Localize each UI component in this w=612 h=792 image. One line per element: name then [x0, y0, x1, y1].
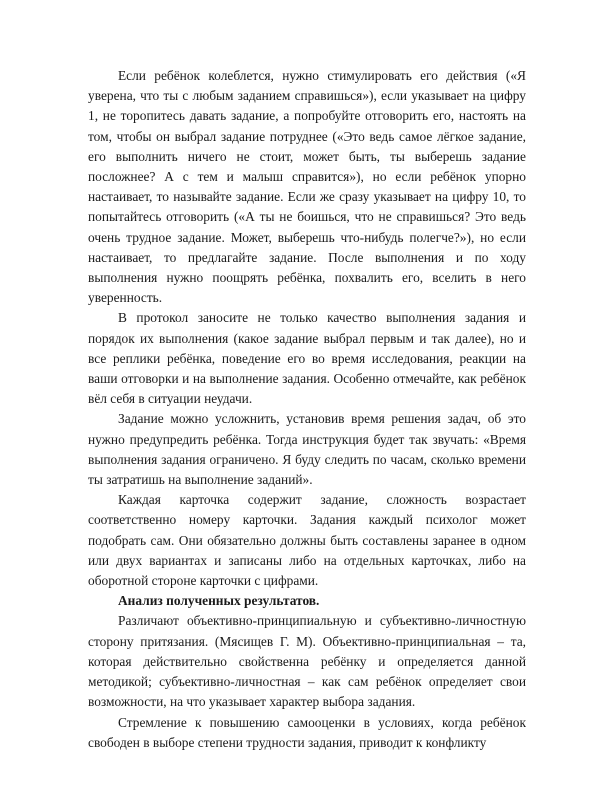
paragraph-child-hesitation: Если ребёнок колеблется, нужно стимулировать его действия («Я уверена, что ты с любым заданием справишься»), если указывает на цифру 1, не торопитесь давать задание, а попробуйте отговорить его, настоять на том, чтобы он выбрал задание потруднее («Это ведь самое лёгкое задание, его выполнить ничего не стоит, может быть, ты выберешь задание посложнее? А с тем и малыш справится»), но если ребёнок упорно настаивает, то называйте задание. Если же сразу указывает на цифру 10, то попытайтесь отговорить («А ты не боишься, что не справишься? Это ведь очень трудное задание. Может, выберешь что-нибудь полегче?»), но если настаивает, то предлагайте задание. После выполнения и по ходу выполнения нужно поощрять ребёнка, похвалить его, вселить в него уверенность.	[88, 68, 526, 306]
paragraph-cards: Каждая карточка содержит задание, сложность возрастает соответственно номеру карточки. Задания каждый психолог может подобрать сам. Они обязательно должны быть составлены заранее в одном или двух вариантах и записаны либо на отдельных карточках, либо на оборотной стороне карточки с цифрами.	[88, 492, 526, 589]
document-body	[88, 66, 526, 753]
paragraph-time-limit: Задание можно усложнить, установив время решения задач, об это нужно предупредить ребёнка. Тогда инструкция будет так звучать: «Время выполнения задания ограничено. Я буду следить по часам, сколько времени ты затратишь на выполнение заданий».	[88, 411, 526, 488]
section-heading-analysis: Анализ полученных результатов.	[118, 593, 320, 609]
paragraph-protocol: В протокол заносите не только качество выполнения задания и порядок их выполнения (какое задание выбрал первым и так далее), но и все реплики ребёнка, поведение его во время исследования, реакции на ваши отговорки и на выполнение задания. Особенно отмечайте, как ребёнок вёл себя в ситуации неудачи.	[88, 310, 526, 407]
paragraph-self-esteem: Стремление к повышению самооценки в условиях, когда ребёнок свободен в выборе степени трудности задания, приводит к конфликту	[88, 714, 526, 750]
paragraph-aspiration-sides: Различают объективно-принципиальную и субъективно-личностную сторону притязания. (Мясищев Г. М). Объективно-принципиальная – та, которая действительно свойственна ребёнку и определяется данной методикой; субъективно-личностная – как сам ребёнок определяет свои возможности, на что указывает характер выбора задания.	[88, 613, 526, 710]
